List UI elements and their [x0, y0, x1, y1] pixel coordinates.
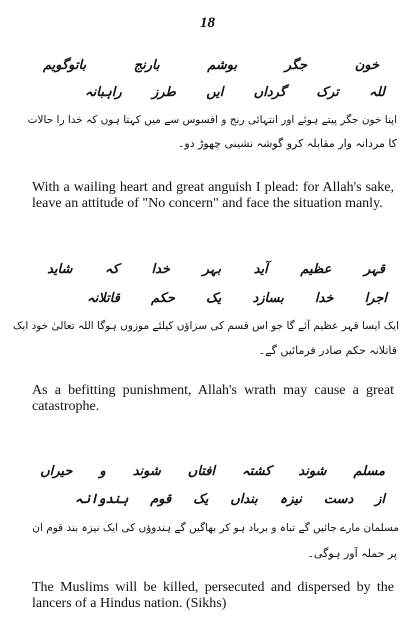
english-translation-1: With a wailing heart and great anguish I plead: for Allah's sake, leave an attitude of "No concern" and face the situation manly. — [32, 180, 394, 211]
verse-word: بہر — [202, 262, 221, 277]
verse-word: طرز — [152, 85, 176, 100]
verse-word: گرداں — [253, 85, 286, 100]
verse-word: کشتہ — [242, 464, 272, 479]
verse-word: بارنج — [133, 58, 160, 73]
verse-word: ترک — [316, 85, 339, 100]
verse-3-line-2 — [75, 492, 385, 507]
verse-word: حیراں — [40, 464, 73, 479]
verse-1-line-1 — [43, 58, 379, 73]
verse-word: خدا — [151, 262, 170, 277]
verse-word: بوشم — [207, 58, 238, 73]
urdu-translation-3-line-2: پر حملہ آور ہوگی۔ — [307, 547, 397, 560]
verse-word: خون — [354, 58, 379, 73]
verse-word: راہبانہ — [85, 85, 122, 100]
verse-word: ہندوانہ — [75, 492, 129, 507]
urdu-translation-1-line-1: اپنا خون جگر پیتے ہوئے اور انتہائی رنج و افسوس سے میں کہتا ہوں کہ خدا را حالات — [27, 114, 397, 126]
verse-word: یک — [193, 492, 209, 507]
urdu-translation-2-line-2: قاتلانہ حکم صادر فرمائیں گے۔ — [258, 344, 397, 357]
verse-word: آید — [253, 262, 268, 277]
verse-word: افتاں — [187, 464, 216, 479]
verse-word: از — [375, 492, 385, 507]
verse-word: للہ — [369, 85, 385, 100]
verse-word: ایں — [206, 85, 224, 100]
verse-3-line-1 — [40, 464, 385, 479]
verse-word: قوم — [150, 492, 172, 507]
urdu-translation-1-line-2: کا مردانہ وار مقابلہ کرو گوشہ نشینی چھوڑ دو۔ — [177, 137, 397, 150]
english-translation-2: As a befitting punishment, Allah's wrath may cause a great catastrophe. — [32, 383, 394, 414]
page-number: 18 — [200, 15, 215, 31]
verse-word: شوند — [298, 464, 327, 479]
verse-word: مسلم — [353, 464, 385, 479]
verse-2-line-1 — [47, 262, 385, 277]
verse-word: شاید — [47, 262, 73, 277]
urdu-translation-2-line-1: ایک ایسا قہر عظیم آئے گا جو اس قسم کی سزاؤں کیلئے موزوں ہوگا اللہ تعالیٰ خود ایک — [13, 320, 399, 332]
verse-word: قہر — [363, 262, 385, 277]
verse-word: بسازد — [252, 291, 284, 306]
verse-word: حکم — [151, 291, 175, 306]
verse-word: کہ — [105, 262, 119, 277]
verse-word: باتوگویم — [43, 58, 87, 73]
verse-2-line-2 — [87, 291, 387, 306]
verse-word: بنداں — [230, 492, 258, 507]
verse-word: جگر — [284, 58, 308, 73]
verse-word: عظیم — [300, 262, 332, 277]
english-translation-3: The Muslims will be killed, persecuted and dispersed by the lancers of a Hindus nation. (Sikhs) — [32, 580, 394, 611]
verse-word: خدا — [314, 291, 334, 306]
urdu-translation-3-line-1: مسلمان مارے جائیں گے تباہ و برباد ہو کر بھاگیں گے ہندوؤں کی ایک نیزہ بند قوم ان — [32, 522, 399, 534]
verse-word: یک — [206, 291, 222, 306]
verse-word: نیزہ — [279, 492, 302, 507]
verse-word: و — [99, 464, 106, 479]
verse-word: شوند — [132, 464, 161, 479]
verse-word: دست — [323, 492, 354, 507]
verse-word: اجرا — [364, 291, 387, 306]
verse-1-line-2 — [85, 85, 385, 100]
verse-word: قاتلانہ — [87, 291, 120, 306]
